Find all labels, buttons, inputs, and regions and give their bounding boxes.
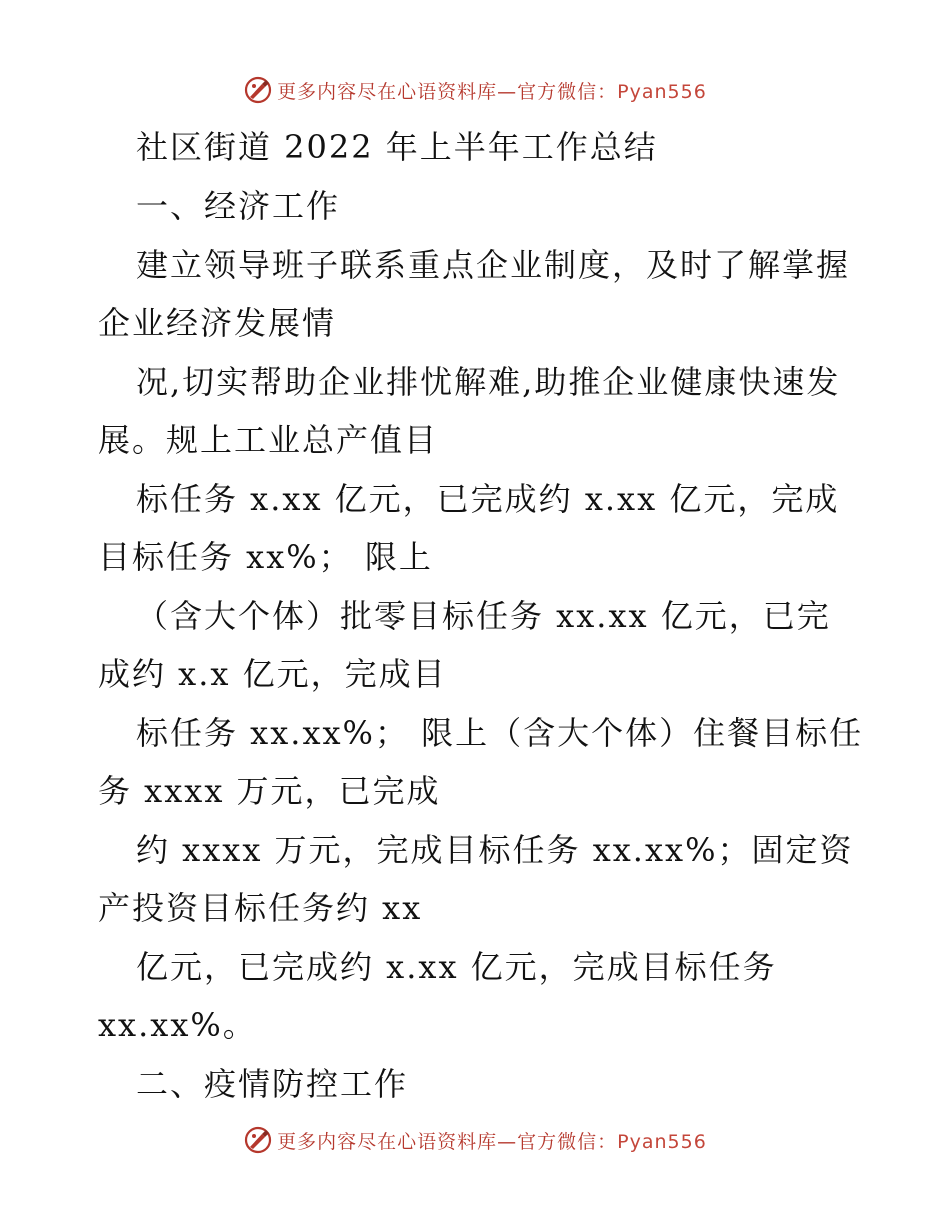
paragraph-line: 况,切实帮助企业排忧解难,助推企业健康快速发 (136, 363, 841, 401)
paragraph-line: （含大个体）批零目标任务 xx.xx 亿元，已完 (136, 597, 831, 635)
paragraph-line: 企业经济发展情 (98, 304, 337, 342)
document-title: 社区街道 2022 年上半年工作总结 (136, 128, 658, 166)
paragraph-line: 目标任务 xx%； 限上 (98, 538, 433, 576)
footer-watermark (0, 1120, 950, 1160)
paragraph-line: 标任务 xx.xx%； 限上（含大个体）住餐目标任 (136, 714, 864, 752)
paragraph-line: 产投资目标任务约 xx (98, 889, 423, 927)
watermark-wechat-id: Pyan556 (617, 1130, 707, 1153)
watermark-text: 更多内容尽在心语资料库—官方微信： (277, 80, 618, 103)
paragraph-line: 亿元，已完成约 x.xx 亿元，完成目标任务 (136, 948, 777, 986)
section-heading-economy: 一、经济工作 (136, 187, 341, 225)
paragraph-line: 约 xxxx 万元，完成目标任务 xx.xx%；固定资 (136, 831, 854, 869)
watermark-text: 更多内容尽在心语资料库—官方微信： (277, 1130, 618, 1153)
watermark-wechat-id: Pyan556 (617, 80, 707, 103)
pen-logo-icon (243, 1125, 273, 1155)
paragraph-line: 成约 x.x 亿元，完成目 (98, 655, 447, 693)
paragraph-line: 展。规上工业总产值目 (98, 421, 439, 459)
paragraph-line: 建立领导班子联系重点企业制度，及时了解掌握 (136, 246, 851, 284)
paragraph-line: 标任务 x.xx 亿元，已完成约 x.xx 亿元，完成 (136, 480, 840, 518)
paragraph-line: 务 xxxx 万元，已完成 (98, 772, 441, 810)
section-heading-epidemic: 二、疫情防控工作 (136, 1065, 409, 1103)
paragraph-line: xx.xx%。 (98, 1006, 257, 1044)
